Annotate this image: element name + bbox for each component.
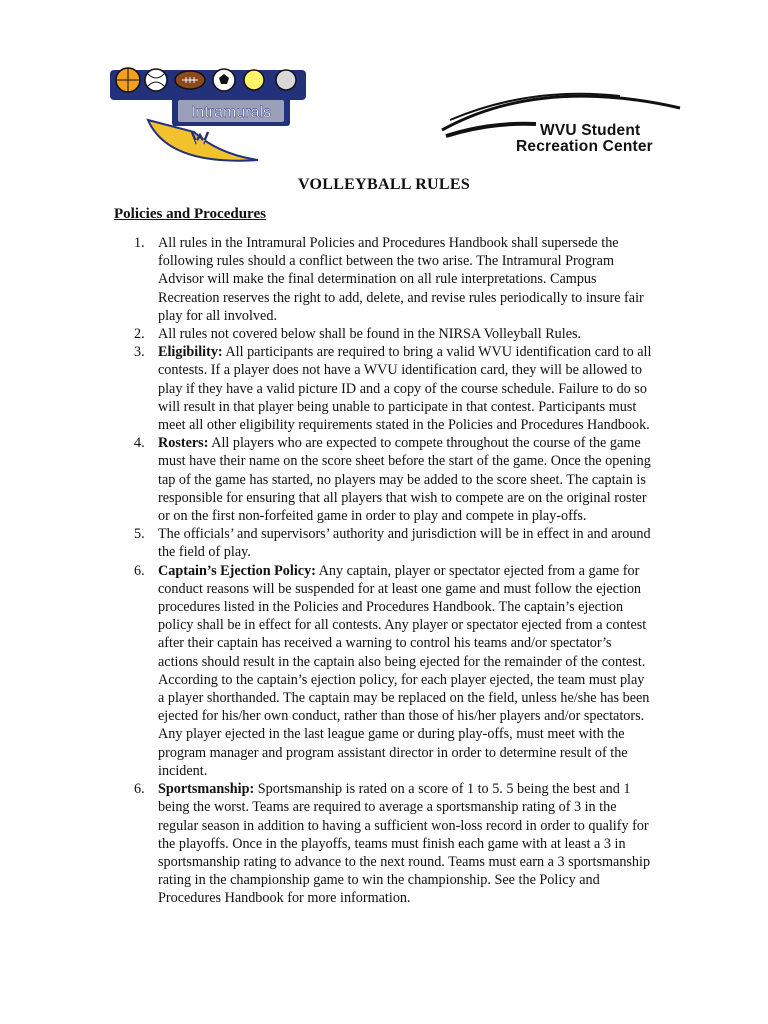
list-item [134,234,654,325]
section-heading: Policies and Procedures [114,206,266,222]
item-label: Captain’s Ejection Policy: [158,562,316,579]
intramurals-logo-graphic [108,58,308,162]
item-label: Sportsmanship: [158,781,255,798]
list-item [134,525,654,561]
item-text: All participants are required to bring a valid WVU identification card to all contests. If a player does not have a WVU identification card, they will be allowed to play if they have a valid picture ID and a copy of the course schedule. Failure to do so will result in that player being unable to participate in that contest. Participants must meet all other eligibility requirements stated in the Policies and Procedures Handbook. [158,344,652,434]
item-number: 3. [134,344,145,361]
item-text: All players who are expected to compete throughout the course of the game must have their name on the score sheet before the start of the game. Once the opening tap of the game has started, no players may be added to the score sheet. The captain is responsible for ensuring that all players that wish to compete are on the original roster or on the first non-forfeited game in order to play and compete in play-offs. [158,435,651,525]
item-number: 4. [134,435,145,452]
item-text: Any captain, player or spectator ejected from a game for conduct reasons will be suspended for at least one game and must follow the ejection procedures listed in the Policies and Procedures Handbook. The captain’s ejection policy shall be in effect for all contests. Any player or spectator ejected from a contest after their captain has received a warning to control his teams and/or spectator’s actions should result in the captain also being ejected for the remainder of the contest. According to the captain’s ejection policy, for each player ejected, the team must play a player shorthanded. The captain may be replaced on the field, unless he/she has been ejected for his/her own conduct, rather than those of his/her players and/or spectators. Any player ejected in the last league game or during play-offs, must meet with the program manager and program assistant director in order to determine result of the incident. [158,562,650,779]
document-title: VOLLEYBALL RULES [297,176,471,193]
item-number: 2. [134,326,145,343]
rec-center-name-line2: Recreation Center [516,138,653,155]
item-label: Rosters: [158,435,209,452]
list-item [134,325,654,343]
list-item [134,562,654,780]
intramurals-logo-text: Intramurals [190,104,272,121]
item-number: 6. [134,562,145,579]
item-number: 6. [134,781,145,798]
item-text: All rules in the Intramural Policies and Procedures Handbook shall supersede the following rules should a conflict between the two arise. The Intramural Program Advisor will make the final determination on all rule interpretations. Campus Recreation reserves the right to add, delete, and revise rules periodically to insure fair play for all involved. [158,235,644,324]
item-text: The officials’ and supervisors’ authority and jurisdiction will be in effect in and around the field of play. [158,526,651,561]
item-number: 1. [134,235,145,251]
list-item [134,780,654,907]
item-number: 5. [134,526,145,543]
list-item [134,434,654,525]
rules-list [134,234,654,908]
rec-center-name-line1: WVU Student [540,122,641,139]
intramurals-logo [108,58,308,162]
list-item [134,343,654,434]
item-label: Eligibility: [158,344,223,361]
item-text: All rules not covered below shall be found in the NIRSA Volleyball Rules. [158,326,582,343]
item-text: Sportsmanship is rated on a score of 1 to 5. 5 being the best and 1 being the worst. Teams are required to average a sportsmanship rating of 3 in the regular season in addition to having a sufficient won-loss record in order to qualify for the playoffs. Once in the playoffs, teams must finish each game with at least a 3 in sportsmanship rating to advance to the next round. Teams must earn a 3 sportsmanship rating in the championship game to win the championship. See the Policy and Procedures Handbook for more information. [158,781,651,907]
